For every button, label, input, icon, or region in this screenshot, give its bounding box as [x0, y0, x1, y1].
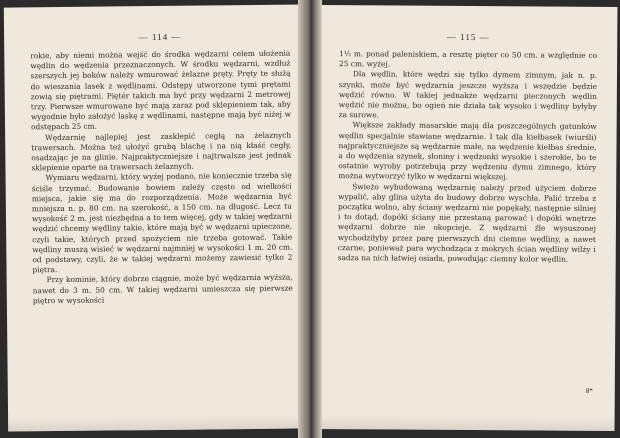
left-page-number: — 114 —: [138, 31, 182, 43]
right-paragraph-2: Dla wędlin, które wędzi się tylko dymem zimnym, jak n. p. szynki, może być wędzarnia jeszcze wyższa i wszędzie będzie wędzić równo. W takiej jednakże wędzarni pieczonych wędlin wędzić nie można, bo ogień nie działa tak wysoko i wędliny byłyby za surowe.: [338, 69, 598, 120]
left-paragraph-4: Przy kominie, który dobrze ciągnie, może być wędzarnia wyższa, nawet do 3 m. 50 cm. W takiej wędzarni umieszcza się pierwsze piętro w wysokości: [32, 273, 293, 306]
left-paragraph-1: rokie, aby niemi można wejść do środka wędzarni celem ułożenia wędlin do wędzenia przeznaczonych. W środku wędzarni, wzdłuż szerszych jej boków należy wmurować żelazne pręty. Pręty te służą do wieszania lasek z wędlinami. Odstępy utworzone tymi prętami zowią się piętrami. Piętér takich ma być przy wędzarni 2 metrowej trzy. Pierwsze wmurowane być mają zaraz pod sklepieniem tak, aby wygodnie było założyć laskę z wędlinami, następne mają być niżej w odstępach 25 cm.: [30, 48, 291, 132]
right-page: [315, 5, 618, 431]
book-spine-gutter: [298, 0, 322, 438]
right-paragraph-3: Większe zakłady masarskie mają dla poszczególnych gatunków wędlin specjalnie stawiane wędzarnie. I tak dla kiełbasek (wiurśli) najpraktyczniejsze są wędzarnie małe, na wędzenie kiełbas średnie, a do wędzenia szynek, słoniny i wędzonki wysokie i szerokie, bo te ostatnie wyroby potrzebują przy wędzeniu dymu zimnego, który można wytworzyć tylko w wędzarni większej.: [338, 120, 597, 182]
right-page-number: — 115 —: [446, 31, 490, 43]
left-paragraph-3: Wymiaru wędzarni, który wyżej podano, nie koniecznie trzeba się ściśle trzymać. Budowanie bowiem zależy często od wielkości miejsca, jakie się ma do rozporządzenia. Może wędzarnia być mniejsza n. p. 80 cm. na szerokość, a 150 cm. na długość. Lecz tu wysokość 2 m. jest niezbędna a to tem więcej, gdy w takiej wędzarni wędzić chcemy wędliny takie, które mają być w wędzarni upieczone, czyli takie, których przed spożyciem nie trzeba gotować. Takie wędliny muszą wisieć w wędzarni najmniej w wysokości 1 m. 20 cm. od podstawy, czyli, że w takiej wędzarni możemy zawiesić tylko 2 piętra.: [31, 171, 293, 275]
right-page-edge-shadow: [315, 415, 615, 431]
right-paragraph-1: 1½ m. ponad paleniskiem, a resztę pięter co 50 cm. a względnie co 25 cm. wyżej.: [339, 49, 598, 69]
signature-mark: 8*: [585, 386, 593, 395]
left-page-edge-shadow: [8, 414, 308, 431]
left-page: [4, 4, 308, 431]
right-paragraph-4: Świeżo wybudowaną wędzarnię należy przed użyciem dobrze wypalić, aby glina użyta do budowy dobrze wyschła. Palić trzeba z początku wolno, aby ściany wędzarni nie popękały, następnie silniej i to dotąd, dopóki ściany nie przestaną parować i dopóki wnętrze wędzarni dobrze nie okopcieje. Z wędzarni źle wysuszonej wychodziłyby przez parę pierwszych dni ciemne wędliny, a nawet czarne, ponieważ para wychodząca z mokrych ścian wędliny wilży i sadza na nich łatwiej osiada, powodując ciemny kolor wędlin.: [337, 181, 597, 264]
left-paragraph-2: Wędzarnię najlepiej jest zasklepić cegłą na żelaznych trawersach. Można też ułożyć grubą blachę i na nią kłaść cegły, osadzając je na glinie. Najpraktyczniejsze i najtrwalsze jest jednak sklepienie oparte na trawersach żelaznych.: [31, 130, 292, 173]
